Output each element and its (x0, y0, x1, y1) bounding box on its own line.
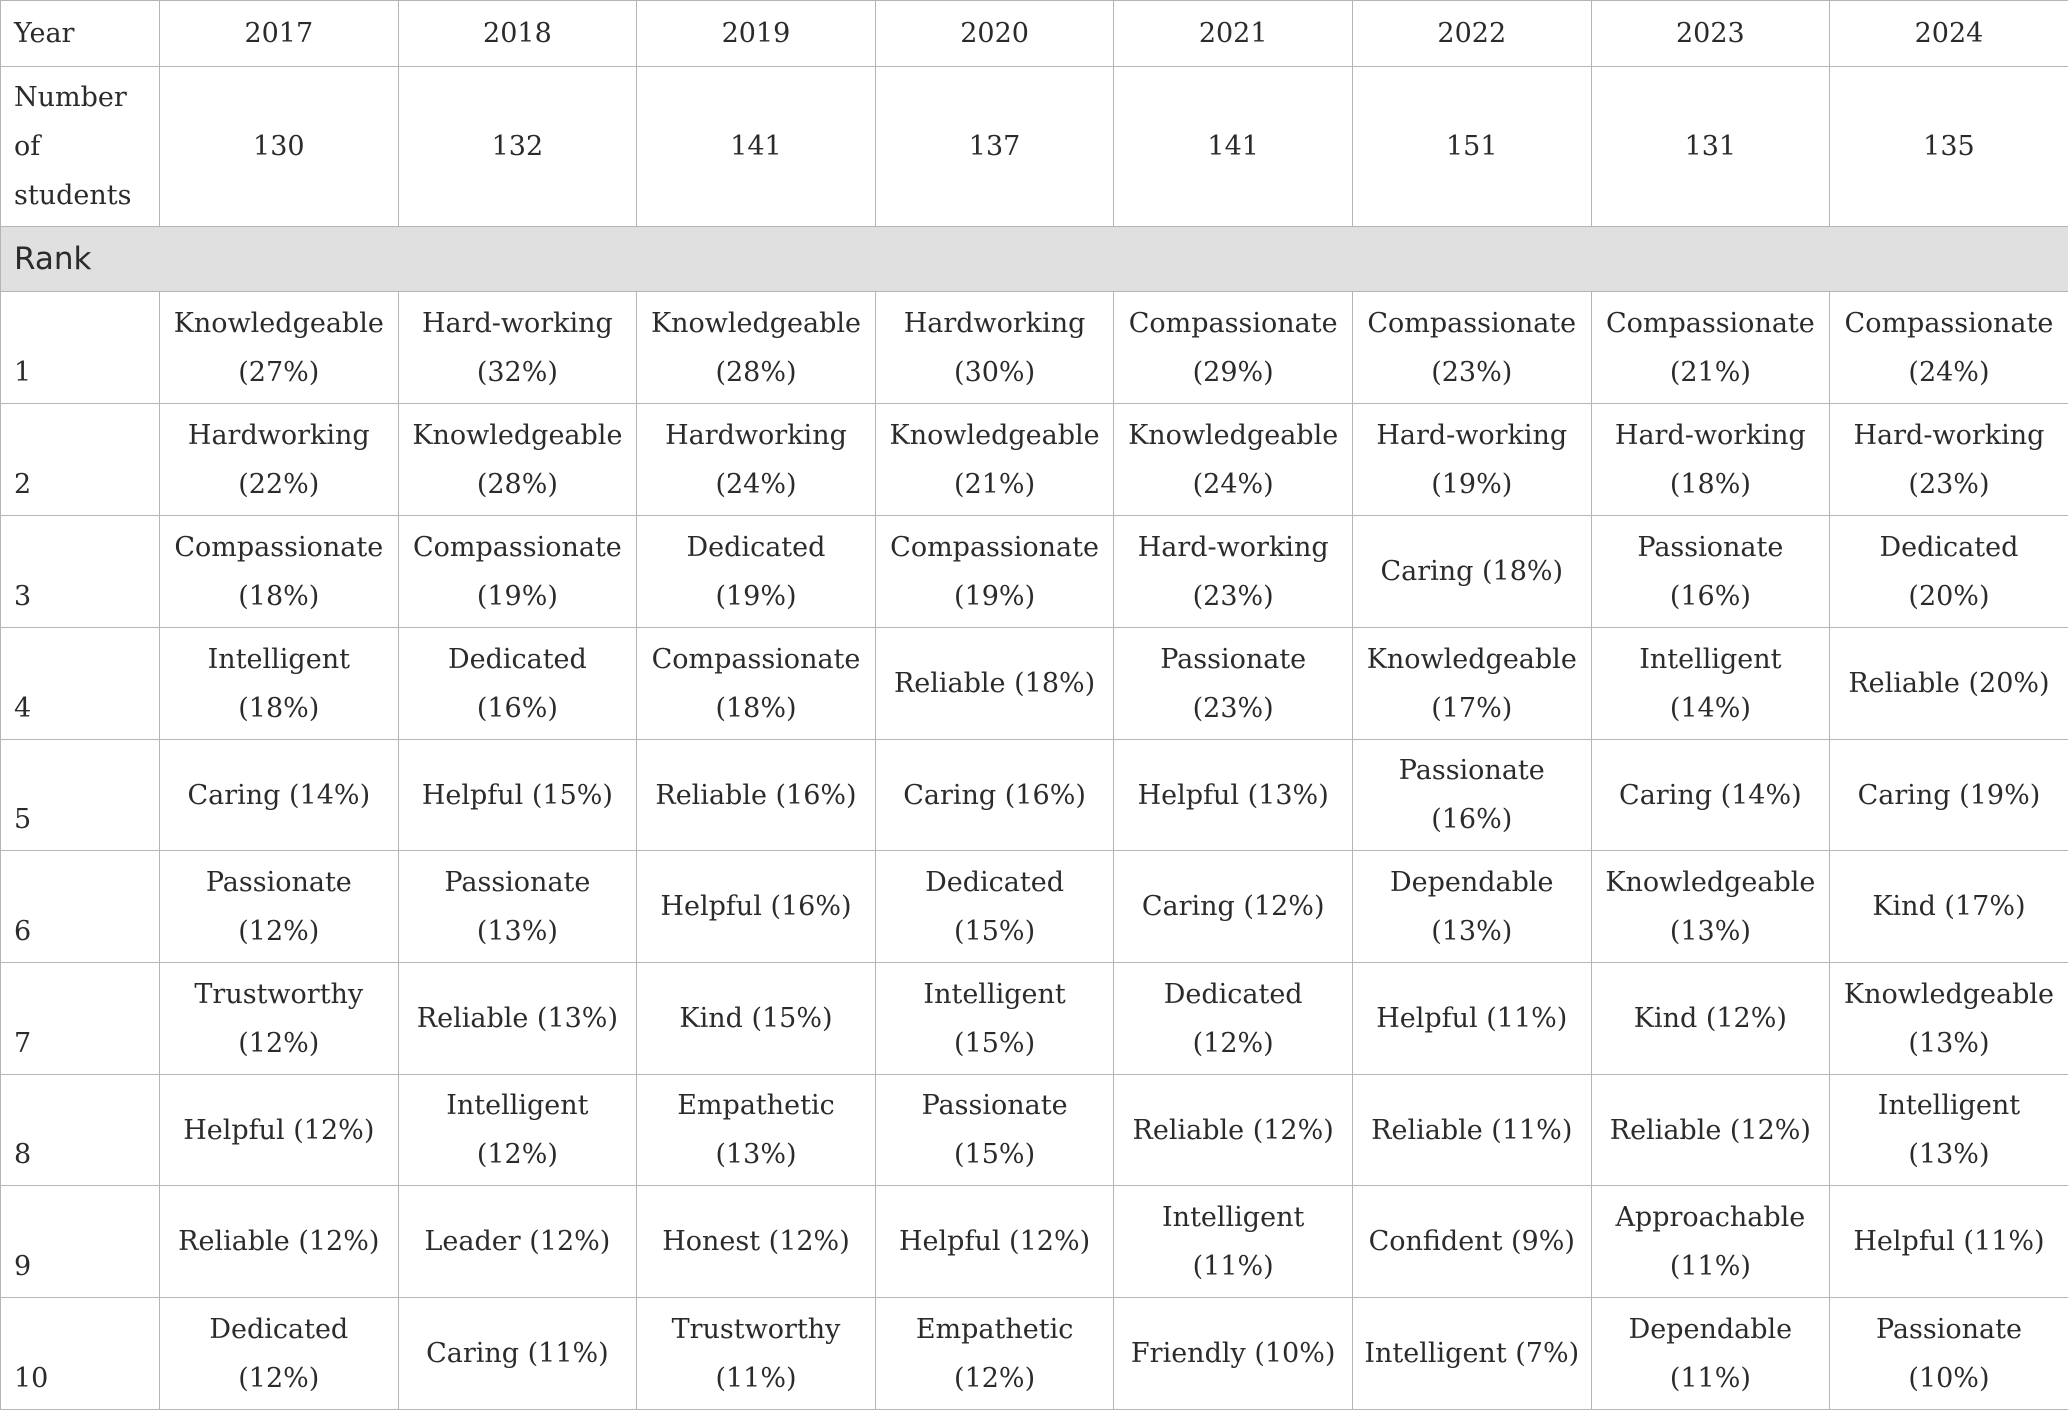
year-cell: 2024 (1830, 1, 2068, 67)
trait-cell: Hard-working (19%) (1352, 404, 1591, 516)
year-cell: 2022 (1352, 1, 1591, 67)
trait-cell: Helpful (15%) (398, 740, 637, 851)
trait-cell: Compassionate (23%) (1352, 292, 1591, 404)
trait-cell: Helpful (12%) (875, 1186, 1114, 1298)
trait-cell: Compassionate (29%) (1114, 292, 1353, 404)
trait-cell: Caring (18%) (1352, 516, 1591, 628)
trait-cell: Reliable (12%) (160, 1186, 399, 1298)
rank-row (1, 1075, 2068, 1186)
students-cell: 132 (398, 67, 637, 227)
trait-cell: Knowledgeable (28%) (637, 292, 876, 404)
trait-cell: Knowledgeable (24%) (1114, 404, 1353, 516)
rank-number: 9 (1, 1186, 160, 1298)
trait-cell: Hardworking (30%) (875, 292, 1114, 404)
trait-cell: Empathetic (13%) (637, 1075, 876, 1186)
trait-cell: Friendly (10%) (1114, 1298, 1353, 1410)
trait-cell: Compassionate (18%) (160, 516, 399, 628)
year-cell: 2019 (637, 1, 876, 67)
rank-section-header (1, 227, 2068, 292)
students-cell: 137 (875, 67, 1114, 227)
trait-cell: Knowledgeable (27%) (160, 292, 399, 404)
rank-row (1, 404, 2068, 516)
trait-cell: Knowledgeable (28%) (398, 404, 637, 516)
trait-cell: Reliable (13%) (398, 963, 637, 1075)
year-label: Year (1, 1, 160, 67)
students-cell: 130 (160, 67, 399, 227)
trait-cell: Reliable (11%) (1352, 1075, 1591, 1186)
rank-number: 8 (1, 1075, 160, 1186)
trait-cell: Intelligent (11%) (1114, 1186, 1353, 1298)
trait-cell: Intelligent (15%) (875, 963, 1114, 1075)
trait-cell: Dedicated (19%) (637, 516, 876, 628)
trait-cell: Trustworthy (12%) (160, 963, 399, 1075)
rank-section-label: Rank (1, 227, 2068, 292)
trait-cell: Hard-working (23%) (1830, 404, 2068, 516)
trait-cell: Intelligent (7%) (1352, 1298, 1591, 1410)
trait-cell: Reliable (12%) (1114, 1075, 1353, 1186)
trait-cell: Helpful (16%) (637, 851, 876, 963)
trait-cell: Approachable (11%) (1591, 1186, 1830, 1298)
trait-cell: Knowledgeable (13%) (1830, 963, 2068, 1075)
trait-cell: Dedicated (12%) (160, 1298, 399, 1410)
trait-cell: Helpful (13%) (1114, 740, 1353, 851)
trait-cell: Kind (15%) (637, 963, 876, 1075)
trait-cell: Kind (17%) (1830, 851, 2068, 963)
rank-row (1, 516, 2068, 628)
trait-cell: Hard-working (18%) (1591, 404, 1830, 516)
trait-cell: Helpful (12%) (160, 1075, 399, 1186)
trait-cell: Caring (11%) (398, 1298, 637, 1410)
rank-number: 10 (1, 1298, 160, 1410)
students-cell: 141 (1114, 67, 1353, 227)
students-cell: 141 (637, 67, 876, 227)
rank-number: 3 (1, 516, 160, 628)
trait-cell: Reliable (12%) (1591, 1075, 1830, 1186)
trait-cell: Knowledgeable (13%) (1591, 851, 1830, 963)
trait-cell: Hardworking (24%) (637, 404, 876, 516)
trait-cell: Caring (14%) (1591, 740, 1830, 851)
students-label: Number of students (1, 67, 160, 227)
rank-number: 6 (1, 851, 160, 963)
trait-cell: Compassionate (24%) (1830, 292, 2068, 404)
trait-cell: Leader (12%) (398, 1186, 637, 1298)
trait-cell: Dependable (13%) (1352, 851, 1591, 963)
trait-cell: Reliable (20%) (1830, 628, 2068, 740)
trait-cell: Passionate (10%) (1830, 1298, 2068, 1410)
trait-cell: Caring (14%) (160, 740, 399, 851)
year-row (1, 1, 2068, 67)
trait-cell: Dedicated (12%) (1114, 963, 1353, 1075)
trait-cell: Empathetic (12%) (875, 1298, 1114, 1410)
trait-cell: Dedicated (20%) (1830, 516, 2068, 628)
rank-number: 5 (1, 740, 160, 851)
trait-cell: Intelligent (12%) (398, 1075, 637, 1186)
trait-cell: Honest (12%) (637, 1186, 876, 1298)
trait-cell: Reliable (16%) (637, 740, 876, 851)
trait-cell: Hard-working (32%) (398, 292, 637, 404)
trait-cell: Dedicated (15%) (875, 851, 1114, 963)
trait-cell: Knowledgeable (17%) (1352, 628, 1591, 740)
rank-number: 4 (1, 628, 160, 740)
year-cell: 2017 (160, 1, 399, 67)
rank-number: 2 (1, 404, 160, 516)
rank-row (1, 292, 2068, 404)
rank-row (1, 851, 2068, 963)
trait-cell: Caring (19%) (1830, 740, 2068, 851)
rank-row (1, 1298, 2068, 1410)
rank-number: 1 (1, 292, 160, 404)
trait-cell: Compassionate (18%) (637, 628, 876, 740)
trait-cell: Compassionate (19%) (875, 516, 1114, 628)
year-cell: 2018 (398, 1, 637, 67)
trait-cell: Trustworthy (11%) (637, 1298, 876, 1410)
trait-cell: Passionate (15%) (875, 1075, 1114, 1186)
trait-cell: Passionate (13%) (398, 851, 637, 963)
students-cell: 151 (1352, 67, 1591, 227)
trait-cell: Compassionate (19%) (398, 516, 637, 628)
trait-cell: Intelligent (18%) (160, 628, 399, 740)
trait-cell: Confident (9%) (1352, 1186, 1591, 1298)
rank-row (1, 740, 2068, 851)
trait-cell: Compassionate (21%) (1591, 292, 1830, 404)
trait-cell: Knowledgeable (21%) (875, 404, 1114, 516)
rank-row (1, 628, 2068, 740)
trait-cell: Caring (12%) (1114, 851, 1353, 963)
year-cell: 2020 (875, 1, 1114, 67)
rank-row (1, 1186, 2068, 1298)
trait-cell: Passionate (12%) (160, 851, 399, 963)
trait-cell: Hardworking (22%) (160, 404, 399, 516)
trait-cell: Passionate (23%) (1114, 628, 1353, 740)
trait-cell: Passionate (16%) (1352, 740, 1591, 851)
trait-cell: Dependable (11%) (1591, 1298, 1830, 1410)
trait-cell: Hard-working (23%) (1114, 516, 1353, 628)
students-cell: 135 (1830, 67, 2068, 227)
trait-cell: Helpful (11%) (1830, 1186, 2068, 1298)
trait-cell: Caring (16%) (875, 740, 1114, 851)
trait-cell: Reliable (18%) (875, 628, 1114, 740)
trait-cell: Dedicated (16%) (398, 628, 637, 740)
trait-cell: Helpful (11%) (1352, 963, 1591, 1075)
year-cell: 2021 (1114, 1, 1353, 67)
rank-rows (1, 292, 2068, 1410)
students-cell: 131 (1591, 67, 1830, 227)
trait-cell: Intelligent (14%) (1591, 628, 1830, 740)
trait-cell: Kind (12%) (1591, 963, 1830, 1075)
rank-row (1, 963, 2068, 1075)
trait-cell: Passionate (16%) (1591, 516, 1830, 628)
year-cell: 2023 (1591, 1, 1830, 67)
students-row (1, 67, 2068, 227)
rank-number: 7 (1, 963, 160, 1075)
trait-cell: Intelligent (13%) (1830, 1075, 2068, 1186)
